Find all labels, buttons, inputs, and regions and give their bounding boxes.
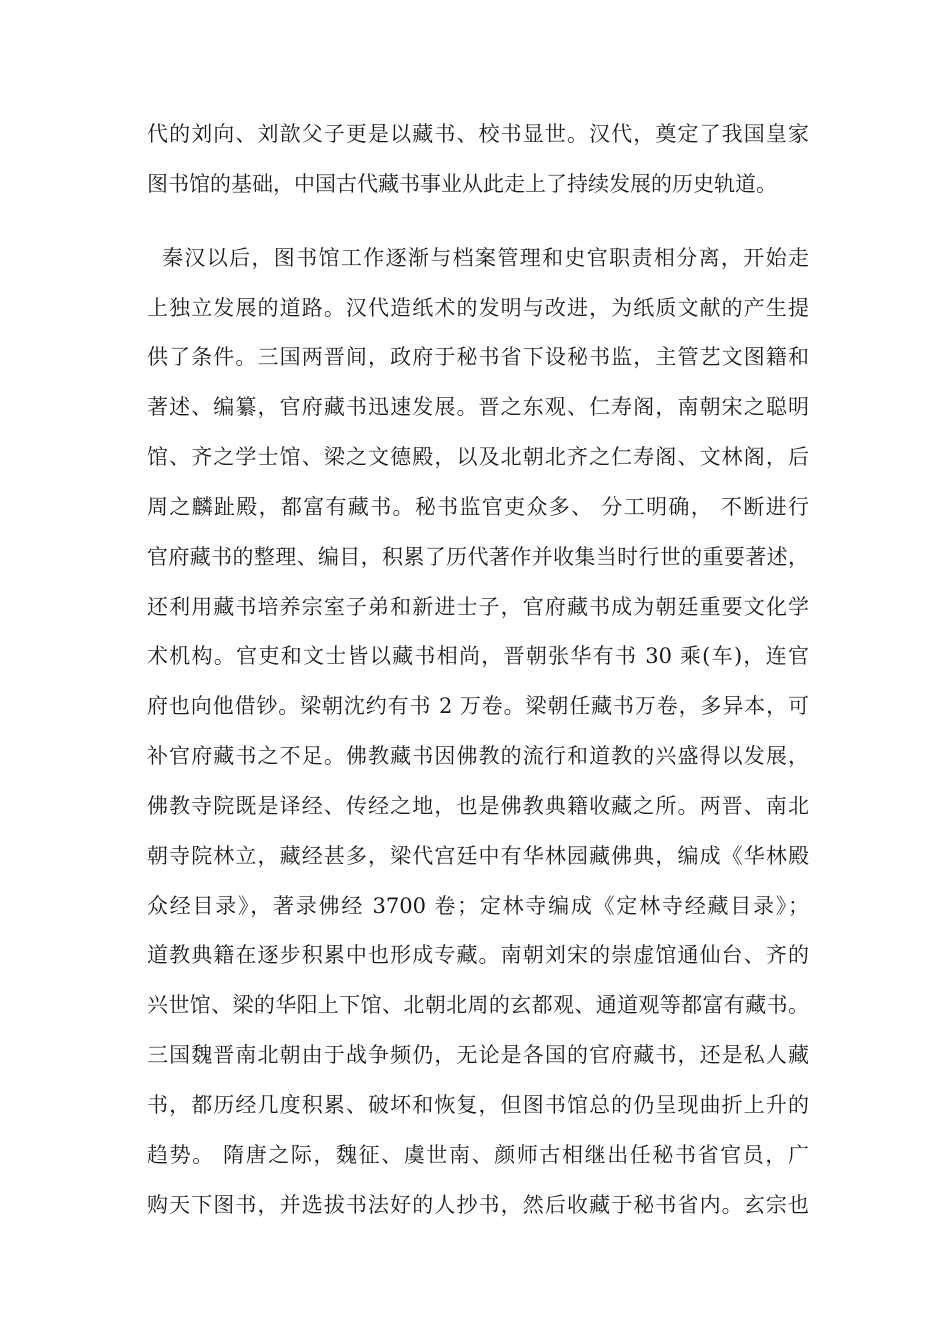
text-line: 购天下图书，并选拔书法好的人抄书，然后收藏于秘书省内。玄宗也 bbox=[147, 1193, 809, 1217]
text-line: 秦汉以后，图书馆工作逐渐与档案管理和史官职责相分离，开始走 bbox=[162, 246, 809, 270]
text-line: 兴世馆、梁的华阳上下馆、北朝北周的玄都观、通道观等都富有藏书。 bbox=[147, 993, 809, 1017]
text-line: 朝寺院林立，藏经甚多，梁代宫廷中有华林园藏佛典，编成《华林殿 bbox=[147, 844, 809, 868]
text-line: 道教典籍在逐步积累中也形成专藏。南朝刘宋的崇虚馆通仙台、齐的 bbox=[147, 943, 809, 967]
text-line: 供了条件。三国两晋间，政府于秘书省下设秘书监，主管艺文图籍和 bbox=[147, 345, 809, 369]
text-line: 图书馆的基础，中国古代藏书事业从此走上了持续发展的历史轨道。 bbox=[147, 172, 777, 196]
text-line: 著述、编纂，官府藏书迅速发展。晋之东观、仁寿阁，南朝宋之聪明 bbox=[147, 395, 809, 419]
text-line: 众经目录》，著录佛经 3700 卷；定林寺编成《定林寺经藏目录》； bbox=[147, 894, 809, 918]
text-line: 术机构。官吏和文士皆以藏书相尚，晋朝张华有书 30 乘(车)，连官 bbox=[147, 644, 809, 668]
text-line: 府也向他借钞。梁朝沈约有书 2 万卷。梁朝任藏书万卷，多异本，可 bbox=[147, 694, 809, 718]
text-line: 补官府藏书之不足。佛教藏书因佛教的流行和道教的兴盛得以发展， bbox=[147, 744, 809, 768]
text-line: 佛教寺院既是译经、传经之地，也是佛教典籍收藏之所。两晋、南北 bbox=[147, 794, 809, 818]
text-line: 还利用藏书培养宗室子弟和新进士子，官府藏书成为朝廷重要文化学 bbox=[147, 595, 809, 619]
text-line: 趋势。 隋唐之际，魏征、虞世南、颜师古相继出任秘书省官员，广 bbox=[147, 1143, 809, 1167]
text-line: 馆、齐之学士馆、梁之文德殿，以及北朝北齐之仁寿阁、文林阁，后 bbox=[147, 445, 809, 469]
text-line: 上独立发展的道路。汉代造纸术的发明与改进，为纸质文献的产生提 bbox=[147, 296, 809, 320]
text-line: 书，都历经几度积累、破坏和恢复，但图书馆总的仍呈现曲折上升的 bbox=[147, 1093, 809, 1117]
text-line: 代的刘向、刘歆父子更是以藏书、校书显世。汉代，奠定了我国皇家 bbox=[147, 122, 809, 146]
text-line: 官府藏书的整理、编目，积累了历代著作并收集当时行世的重要著述， bbox=[147, 545, 809, 569]
text-line: 周之麟趾殿，都富有藏书。秘书监官吏众多、 分工明确， 不断进行 bbox=[147, 495, 809, 519]
text-line: 三国魏晋南北朝由于战争频仍，无论是各国的官府藏书，还是私人藏 bbox=[147, 1043, 809, 1067]
